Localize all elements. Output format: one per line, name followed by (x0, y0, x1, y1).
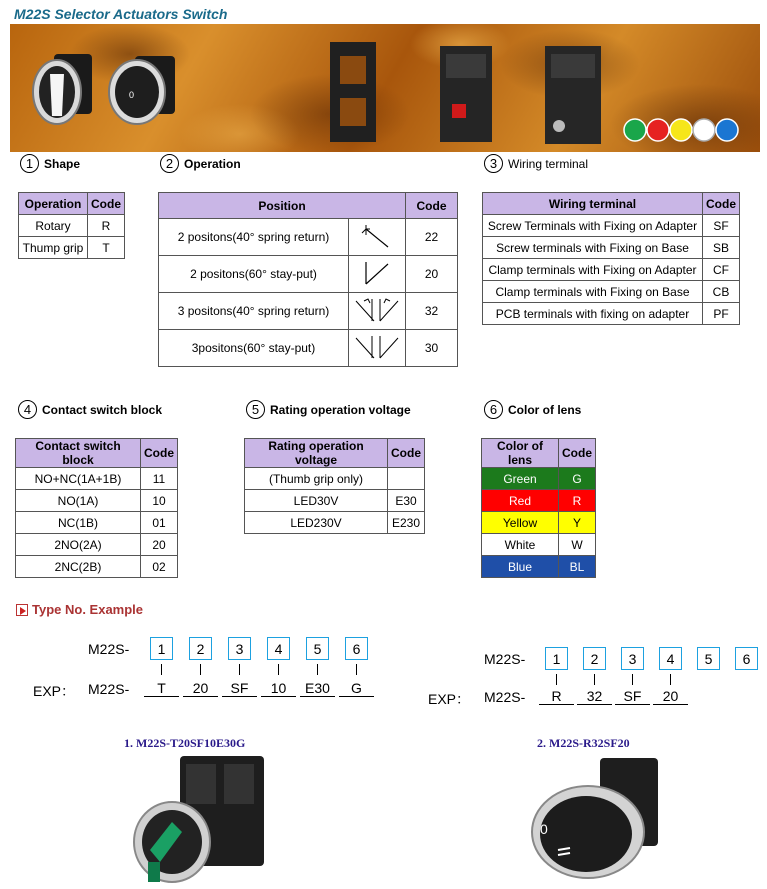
cell: Yellow (482, 512, 559, 534)
lens-color-dot (693, 119, 715, 141)
cell: (Thumb grip only) (245, 468, 388, 490)
section-number: 4 (18, 400, 37, 419)
example-code-value: E30 (300, 680, 335, 697)
cell: 10 (141, 490, 178, 512)
cell: Red (482, 490, 559, 512)
col-header: Code (559, 439, 596, 468)
model-prefix: M22S- (484, 689, 526, 705)
cell (388, 468, 425, 490)
cell: 3positons(60° stay-put) (159, 330, 349, 367)
section-number: 2 (160, 154, 179, 173)
cell: LED30V (245, 490, 388, 512)
table-row (483, 281, 740, 303)
example2-caption: 2. M22S-R32SF20 (537, 736, 630, 750)
example-code-value: SF (222, 680, 257, 697)
connector-tick (161, 664, 162, 675)
contact-block-red (440, 46, 492, 142)
led-block (545, 46, 601, 144)
cell: NO(1A) (16, 490, 141, 512)
section-lens-heading (484, 400, 581, 419)
banner-products-image (10, 24, 760, 152)
symbol-3-pos-spring-icon (349, 293, 406, 330)
table-row (483, 259, 740, 281)
cell: R (88, 215, 125, 237)
table-row (159, 219, 458, 256)
cell: NO+NC(1A+1B) (16, 468, 141, 490)
section-shape-heading (20, 154, 80, 173)
code-slot-box: 4 (267, 637, 290, 660)
section-operation-heading (160, 154, 241, 173)
page-title: M22S Selector Actuators Switch (14, 6, 228, 22)
model-prefix: M22S- (88, 681, 130, 697)
code-slot-box: 2 (189, 637, 212, 660)
symbol-2-pos-spring-icon (349, 219, 406, 256)
code-slot-box: 6 (735, 647, 758, 670)
product-banner (10, 24, 760, 152)
wiring-table (482, 192, 740, 325)
example-code-value: R (539, 688, 574, 705)
cell: PCB terminals with fixing on adapter (483, 303, 703, 325)
example-code-value: SF (615, 688, 650, 705)
cell: Y (559, 512, 596, 534)
cell: CF (703, 259, 740, 281)
voltage-table (244, 438, 425, 534)
example1-product-photo (120, 752, 270, 887)
section-number: 6 (484, 400, 503, 419)
lens-table (481, 438, 596, 578)
table-row (245, 490, 425, 512)
col-header: Wiring terminal (483, 193, 703, 215)
selector-knob-lever (33, 54, 92, 124)
type-example-heading (16, 602, 143, 617)
cell: SB (703, 237, 740, 259)
cell: 32 (406, 293, 458, 330)
cell: 20 (406, 256, 458, 293)
cell: 2NC(2B) (16, 556, 141, 578)
col-header: Contact switch block (16, 439, 141, 468)
code-slot-box: 1 (150, 637, 173, 660)
table-row (159, 330, 458, 367)
adapter-frame (330, 42, 376, 142)
lens-color-dot (716, 119, 738, 141)
cell: E230 (388, 512, 425, 534)
cell: BL (559, 556, 596, 578)
col-header: Position (159, 193, 406, 219)
example-code-value: 20 (653, 688, 688, 705)
section-number: 3 (484, 154, 503, 173)
section-contact-heading (18, 400, 162, 419)
table-row (16, 556, 178, 578)
table-row (482, 512, 596, 534)
lens-color-dot (624, 119, 646, 141)
operation-table (158, 192, 458, 367)
cell: Screw terminals with Fixing on Base (483, 237, 703, 259)
code-slot-box: 5 (697, 647, 720, 670)
table-row (483, 237, 740, 259)
exp-label: EXP： (33, 683, 76, 699)
cell: G (559, 468, 596, 490)
example2-product-photo (520, 752, 680, 884)
table-row (482, 468, 596, 490)
table-row (483, 303, 740, 325)
section-title: Rating operation voltage (270, 402, 411, 417)
svg-text:0: 0 (540, 821, 548, 837)
cell: E30 (388, 490, 425, 512)
cell: 2NO(2A) (16, 534, 141, 556)
cell: 22 (406, 219, 458, 256)
example-code-value: 32 (577, 688, 612, 705)
model-prefix: M22S- (484, 651, 526, 667)
symbol-3-pos-stay-icon (349, 330, 406, 367)
cell: 2 positons(60° stay-put) (159, 256, 349, 293)
section-number: 5 (246, 400, 265, 419)
col-header: Rating operation voltage (245, 439, 388, 468)
table-row (482, 490, 596, 512)
cell: LED230V (245, 512, 388, 534)
example1-caption: 1. M22S-T20SF10E30G (124, 736, 246, 750)
connector-tick (278, 664, 279, 675)
cell: Green (482, 468, 559, 490)
cell: R (559, 490, 596, 512)
example-code-value: 10 (261, 680, 296, 697)
col-header: Code (88, 193, 125, 215)
code-slot-box: 1 (545, 647, 568, 670)
table-row (245, 468, 425, 490)
connector-tick (356, 664, 357, 675)
connector-tick (594, 674, 595, 685)
section-voltage-heading (246, 400, 411, 419)
svg-text:0: 0 (129, 90, 135, 100)
connector-tick (632, 674, 633, 685)
cell: White (482, 534, 559, 556)
cell: 11 (141, 468, 178, 490)
table-row (483, 215, 740, 237)
table-row (16, 512, 178, 534)
arrow-bullet-icon (16, 604, 28, 616)
table-row (16, 490, 178, 512)
table-row (482, 556, 596, 578)
cell: SF (703, 215, 740, 237)
cell: Screw Terminals with Fixing on Adapter (483, 215, 703, 237)
table-row (159, 256, 458, 293)
table-row (482, 534, 596, 556)
col-header: Color of lens (482, 439, 559, 468)
symbol-2-pos-stay-icon (349, 256, 406, 293)
cell: 20 (141, 534, 178, 556)
col-header: Code (388, 439, 425, 468)
code-slot-box: 4 (659, 647, 682, 670)
lens-color-dot (647, 119, 669, 141)
cell: T (88, 237, 125, 259)
section-title: Operation (184, 156, 241, 171)
section-title: Contact switch block (42, 402, 163, 417)
code-slot-box: 5 (306, 637, 329, 660)
example-code-value: T (144, 680, 179, 697)
model-prefix: M22S- (88, 641, 130, 657)
cell: Rotary (19, 215, 88, 237)
code-slot-box: 3 (621, 647, 644, 670)
cell: 3 positons(40° spring return) (159, 293, 349, 330)
col-header: Code (703, 193, 740, 215)
table-row (16, 534, 178, 556)
code-slot-box: 6 (345, 637, 368, 660)
cell: 01 (141, 512, 178, 534)
section-wiring-heading (484, 154, 588, 173)
cell: Clamp terminals with Fixing on Adapter (483, 259, 703, 281)
table-row (19, 237, 125, 259)
section-title: Shape (44, 156, 81, 171)
table-row (245, 512, 425, 534)
shape-table (18, 192, 125, 259)
section-number: 1 (20, 154, 39, 173)
cell: 30 (406, 330, 458, 367)
cell: PF (703, 303, 740, 325)
exp-label: EXP： (428, 691, 471, 707)
selector-knob-rotary (109, 56, 175, 124)
cell: NC(1B) (16, 512, 141, 534)
example-code-value: G (339, 680, 374, 697)
col-header: Operation (19, 193, 88, 215)
table-row (16, 468, 178, 490)
cell: Blue (482, 556, 559, 578)
type-example-title: Type No. Example (32, 602, 144, 617)
col-header: Code (141, 439, 178, 468)
cell: Clamp terminals with Fixing on Base (483, 281, 703, 303)
example-code-value: 20 (183, 680, 218, 697)
lens-color-dots (624, 119, 738, 141)
section-title: Color of lens (508, 402, 582, 417)
connector-tick (556, 674, 557, 685)
cell: 2 positons(40° spring return) (159, 219, 349, 256)
connector-tick (670, 674, 671, 685)
connector-tick (239, 664, 240, 675)
contact-table (15, 438, 178, 578)
cell: W (559, 534, 596, 556)
table-row (159, 293, 458, 330)
cell: 02 (141, 556, 178, 578)
code-slot-box: 2 (583, 647, 606, 670)
connector-tick (200, 664, 201, 675)
cell: Thump grip (19, 237, 88, 259)
lens-color-dot (670, 119, 692, 141)
connector-tick (317, 664, 318, 675)
cell: CB (703, 281, 740, 303)
table-row (19, 215, 125, 237)
code-slot-box: 3 (228, 637, 251, 660)
section-title: Wiring terminal (508, 156, 589, 171)
col-header: Code (406, 193, 458, 219)
